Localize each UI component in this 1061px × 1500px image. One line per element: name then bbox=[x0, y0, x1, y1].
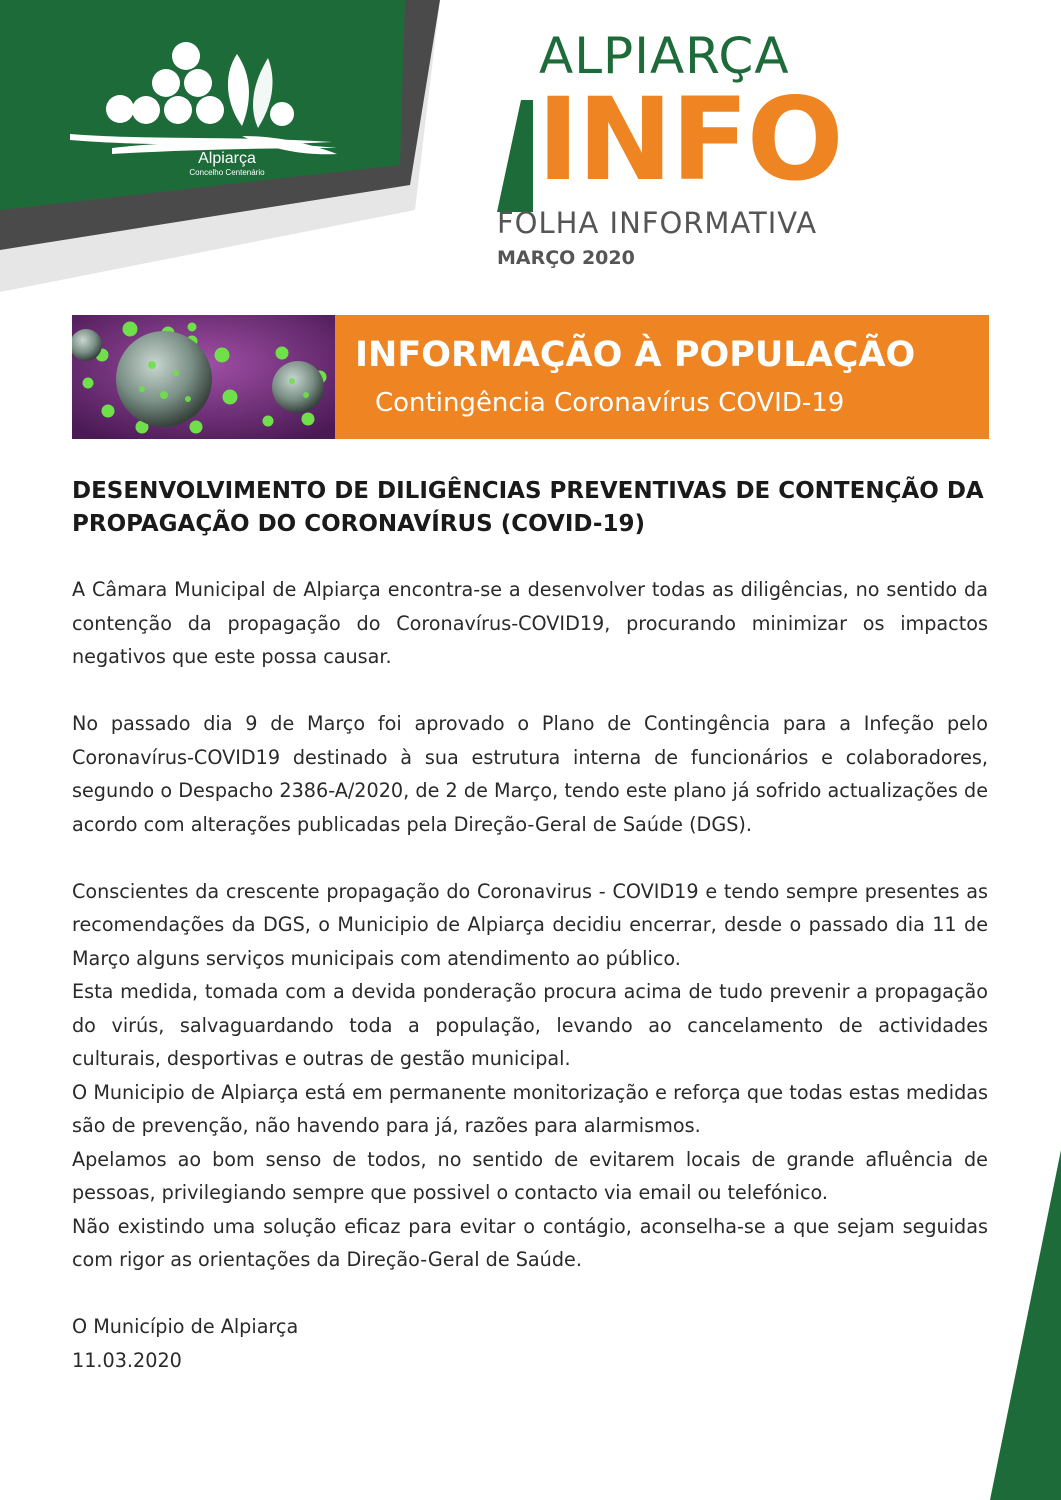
logo-tagline: Concelho Centenário bbox=[189, 168, 265, 177]
article-paragraph: O Municipio de Alpiarça está em permanente monitorização e reforça que todas estas medidas são de prevenção, não havendo para já, razões para alarmismos. bbox=[72, 1080, 988, 1137]
article-paragraph: No passado dia 9 de Março foi aprovado o Plano de Contingência para a Infeção pelo Coronavírus-COVID19 destinado à sua estrutura interna de funcionários e colaboradores, segundo o Despacho 2386-A/2020, de 2 de Março, tendo este plano já sofrido actualizações de acordo com alterações publicadas pela Direção-Geral de Saúde (DGS). bbox=[72, 712, 988, 836]
article-paragraph: Esta medida, tomada com a devida ponderação procura acima de tudo prevenir a propagação do virús, salvaguardando toda a população, levando ao cancelamento de actividades culturais, desportivas e outras de gestão municipal. bbox=[72, 980, 988, 1070]
article-paragraph: Apelamos ao bom senso de todos, no sentido de evitarem locais de grande afluência de pessoas, privilegiando sempre que possivel o contacto via email ou telefónico. bbox=[72, 1147, 988, 1204]
masthead-subtitle: FOLHA INFORMATIVA bbox=[497, 206, 818, 240]
article-paragraph: Conscientes da crescente propagação do Coronavirus - COVID19 e tendo sempre presentes as recomendações da DGS, o Municipio de Alpiarça decidiu encerrar, desde o passado dia 11 de Março alguns serviços municipais com atendimento ao público. bbox=[72, 879, 988, 970]
masthead-title: INFO bbox=[537, 73, 842, 206]
header-corner-art bbox=[0, 0, 460, 300]
masthead-place: ALPIARÇA bbox=[539, 27, 790, 85]
article-paragraph: A Câmara Municipal de Alpiarça encontra-se a desenvolver todas as diligências, no sentido da contenção da propagação do Coronavírus-COVID19, procurando minimizar os impactos negativos que este possa causar. bbox=[72, 578, 988, 668]
banner-title: INFORMAÇÃO À POPULAÇÃO bbox=[355, 335, 916, 375]
logo-caption bbox=[172, 150, 282, 178]
article-paragraph: Não existindo uma solução eficaz para evitar o contágio, aconselha-se a que sejam seguidas com rigor as orientações da Direção-Geral de Saúde. bbox=[72, 1214, 988, 1271]
article-body bbox=[72, 573, 988, 1377]
logo-name: Alpiarça bbox=[198, 150, 256, 167]
article-headline: DESENVOLVIMENTO DE DILIGÊNCIAS PREVENTIVAS DE CONTENÇÃO DA PROPAGAÇÃO DO CORONAVÍRUS (COVID-19) bbox=[72, 478, 984, 537]
masthead-slash-icon bbox=[497, 100, 537, 212]
masthead-date: MARÇO 2020 bbox=[497, 247, 635, 269]
signature-date: 11.03.2020 bbox=[72, 1348, 182, 1372]
paragraph-spacer bbox=[72, 674, 988, 708]
banner-text-panel bbox=[335, 315, 989, 439]
banner-subtitle: Contingência Coronavírus COVID-19 bbox=[375, 388, 845, 418]
paragraph-spacer bbox=[72, 1277, 988, 1311]
footer-corner-art bbox=[960, 1150, 1061, 1500]
info-banner bbox=[72, 315, 989, 439]
paragraph-spacer bbox=[72, 841, 988, 875]
signature: O Município de Alpiarça bbox=[72, 1315, 299, 1338]
coronavirus-image bbox=[72, 315, 335, 439]
